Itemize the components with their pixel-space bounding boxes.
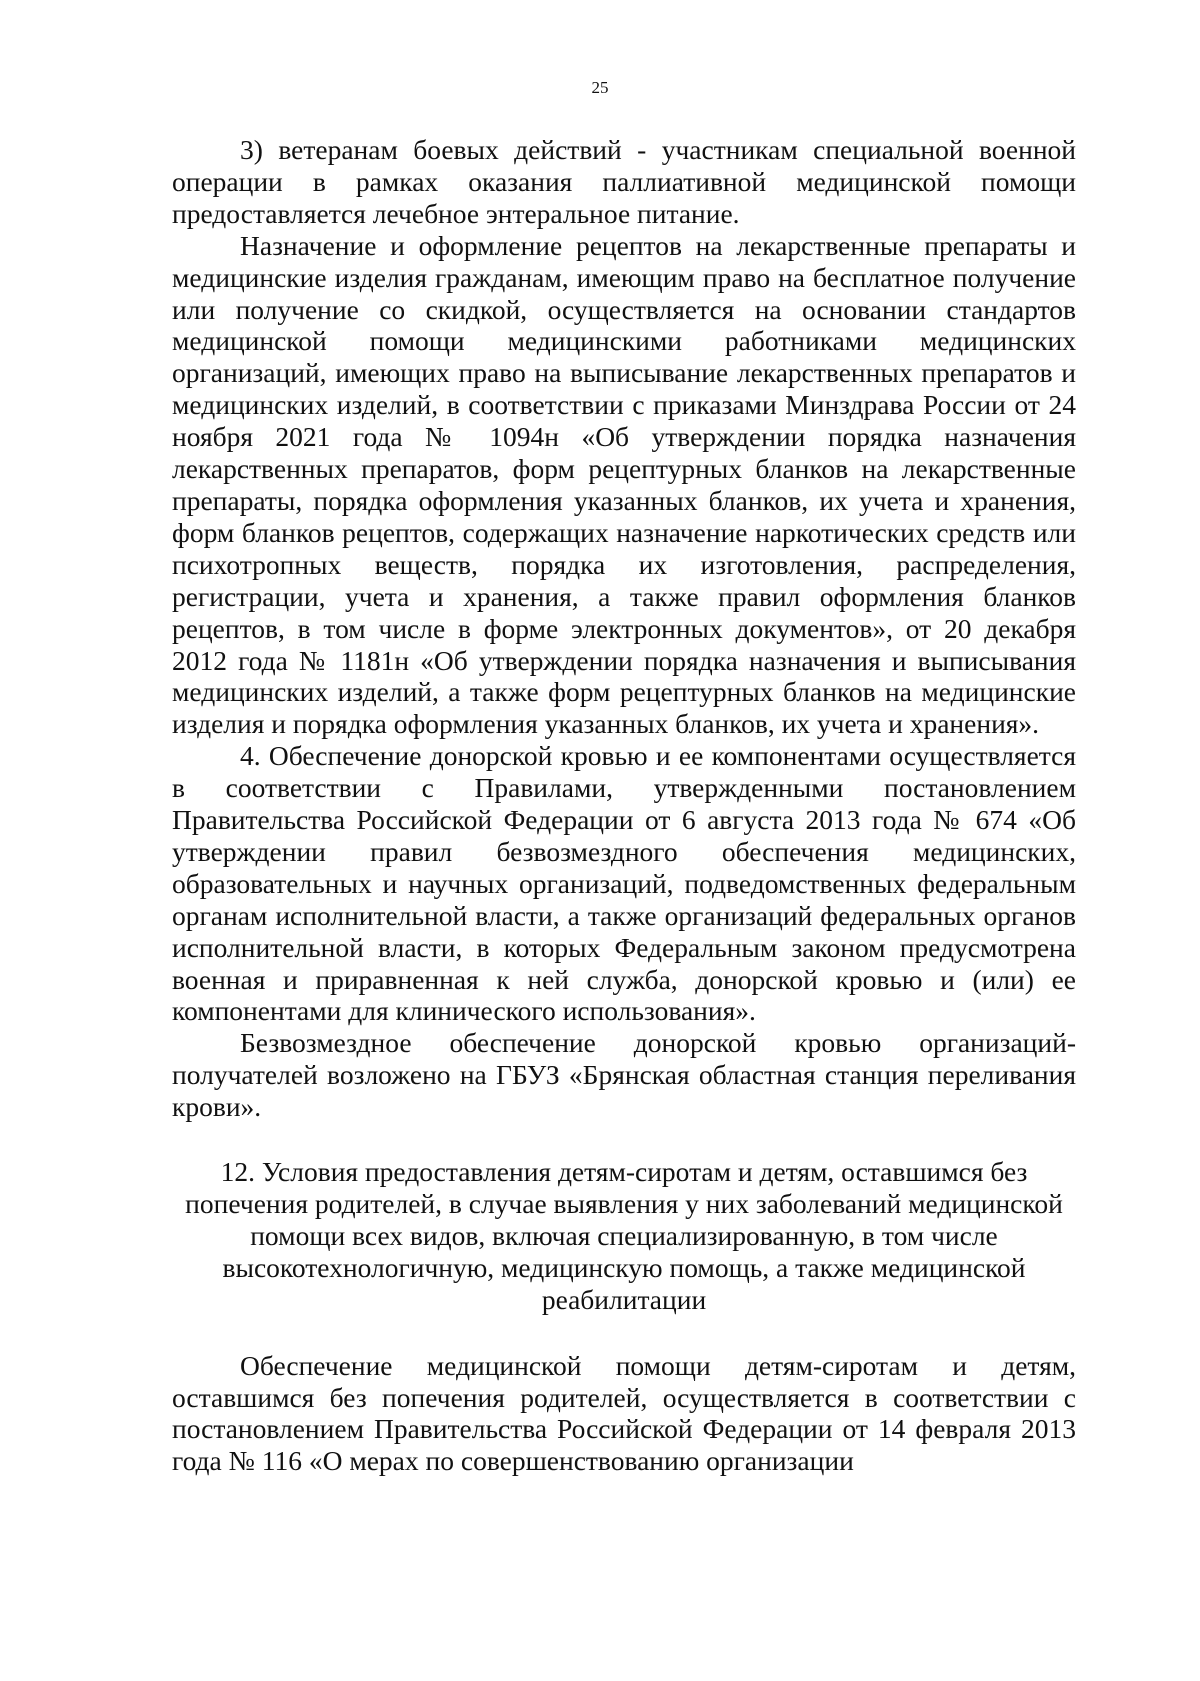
section-heading: 12. Условия предоставления детям-сиротам и детям, оставшимся без попечения родителей, в случае выявления у них заболеваний медицинской помощи всех видов, включая специализированную, в том числе высокотехнологичную, медицинскую помощь, а также медицинской реабилитации [185,1156,1063,1315]
paragraph-orphans-care: Обеспечение медицинской помощи детям-сиротам и детям, оставшимся без попечения родителей, осуществляется в соответствии с постановлением Правительства Российской Федерации от 14 февраля 2013 года № 116 «О мерах по совершенствованию организации [172,1349,1076,1477]
paragraph-donor-blood: 4. Обеспечение донорской кровью и ее компонентами осуществляется в соответствии с Правилами, утвержденными постановлением Правительства Российской Федерации от 6 августа 2013 года № 674 «Об утверждении правил безвозмездного обеспечения медицинских, образовательных и научных организаций, подведомственных федеральным органам исполнительной власти, а также организаций федеральных органов исполнительной власти, в которых Федеральным законом предусмотрена военная и приравненная к ней служба, донорской кровью и (или) ее компонентами для клинического использования». [172,740,1076,1027]
paragraph-free-blood-supply: Безвозмездное обеспечение донорской кровью организаций-получателей возложено на ГБУЗ «Брянская областная станция переливания крови». [172,1027,1076,1123]
document-body [172,134,1076,1477]
page-number: 25 [591,78,609,97]
paragraph-prescriptions: Назначение и оформление рецептов на лекарственные препараты и медицинские изделия гражданам, имеющим право на бесплатное получение или получение со скидкой, осуществляется на основании стандартов медицинской помощи медицинскими работниками медицинских организаций, имеющих право на выписывание лекарственных препаратов и медицинских изделий, в соответствии с приказами Минздрава России от 24 ноября 2021 года № 1094н «Об утверждении порядка назначения лекарственных препаратов, форм рецептурных бланков на лекарственные препараты, порядка оформления указанных бланков, их учета и хранения, форм бланков рецептов, содержащих назначение наркотических средств или психотропных веществ, порядка их изготовления, распределения, регистрации, учета и хранения, а также правил оформления бланков рецептов, в том числе в форме электронных документов», от 20 декабря 2012 года № 1181н «Об утверждении порядка назначения и выписывания медицинских изделий, а также форм рецептурных бланков на медицинские изделия и порядка оформления указанных бланков, их учета и хранения». [172,229,1076,740]
paragraph-veterans-nutrition: 3) ветеранам боевых действий - участникам специальной военной операции в рамках оказания паллиативной медицинской помощи предоставляется лечебное энтеральное питание. [172,134,1076,229]
